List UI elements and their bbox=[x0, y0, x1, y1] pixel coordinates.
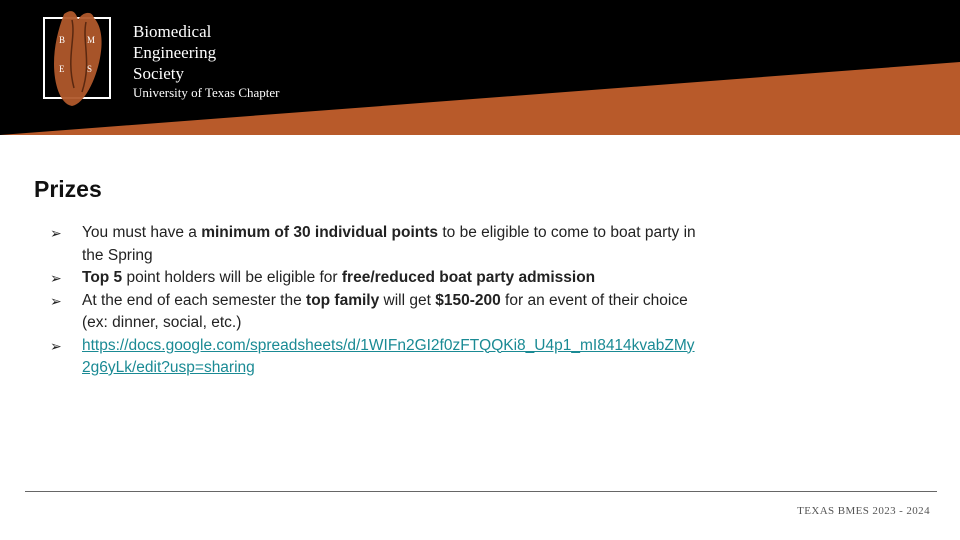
heart-icon bbox=[54, 11, 102, 106]
bullet-emphasis: Top 5 bbox=[82, 269, 123, 286]
bullet-item bbox=[50, 290, 700, 335]
svg-text:S: S bbox=[87, 64, 93, 74]
bmes-logo bbox=[42, 8, 114, 108]
bullet-emphasis: $150-200 bbox=[435, 291, 501, 309]
bullet-item-link bbox=[50, 335, 700, 380]
bullet-emphasis: free/reduced boat party admission bbox=[341, 269, 596, 286]
svg-text:M: M bbox=[87, 35, 96, 45]
slide-title: Prizes bbox=[34, 176, 102, 202]
chapter-name: University of Texas Chapter bbox=[133, 85, 280, 100]
org-name bbox=[133, 21, 280, 101]
bullet-text: At the end of each semester the bbox=[82, 291, 307, 309]
svg-text:B: B bbox=[59, 35, 66, 45]
bullet-text: for an event of their choice (ex: dinner, social, etc.) bbox=[82, 291, 688, 331]
bullet-text: will get bbox=[379, 291, 436, 309]
bullet-text: You must have a bbox=[82, 224, 202, 241]
bullet-item bbox=[50, 267, 700, 290]
arrowhead-bullet-icon: ➢ bbox=[50, 270, 62, 286]
spreadsheet-link[interactable]: https://docs.google.com/spreadsheets/d/1WIFn2GI2f0zFTQQKi8_U4p1_mI8414kvabZMy2g6yLk/edit?usp=sharing bbox=[82, 336, 695, 376]
footer-text: TEXAS BMES 2023 - 2024 bbox=[797, 505, 930, 517]
arrowhead-bullet-icon: ➢ bbox=[50, 225, 62, 241]
bullet-emphasis: top family bbox=[306, 291, 380, 309]
bullet-emphasis: minimum of 30 individual points bbox=[201, 224, 439, 241]
svg-text:E: E bbox=[59, 64, 65, 74]
bullet-item bbox=[50, 222, 700, 267]
bullet-text: to be eligible to come to boat party in the Spring bbox=[82, 224, 696, 264]
header-banner bbox=[0, 0, 960, 135]
arrowhead-bullet-icon: ➢ bbox=[50, 292, 62, 309]
footer-divider bbox=[25, 491, 937, 492]
prize-bullet-list bbox=[50, 222, 700, 380]
bullet-text: point holders will be eligible for bbox=[122, 269, 342, 286]
org-name-line: Engineering bbox=[133, 43, 217, 62]
org-name-line: Biomedical bbox=[133, 22, 212, 41]
org-name-line: Society bbox=[133, 64, 184, 83]
arrowhead-bullet-icon: ➢ bbox=[50, 337, 62, 354]
